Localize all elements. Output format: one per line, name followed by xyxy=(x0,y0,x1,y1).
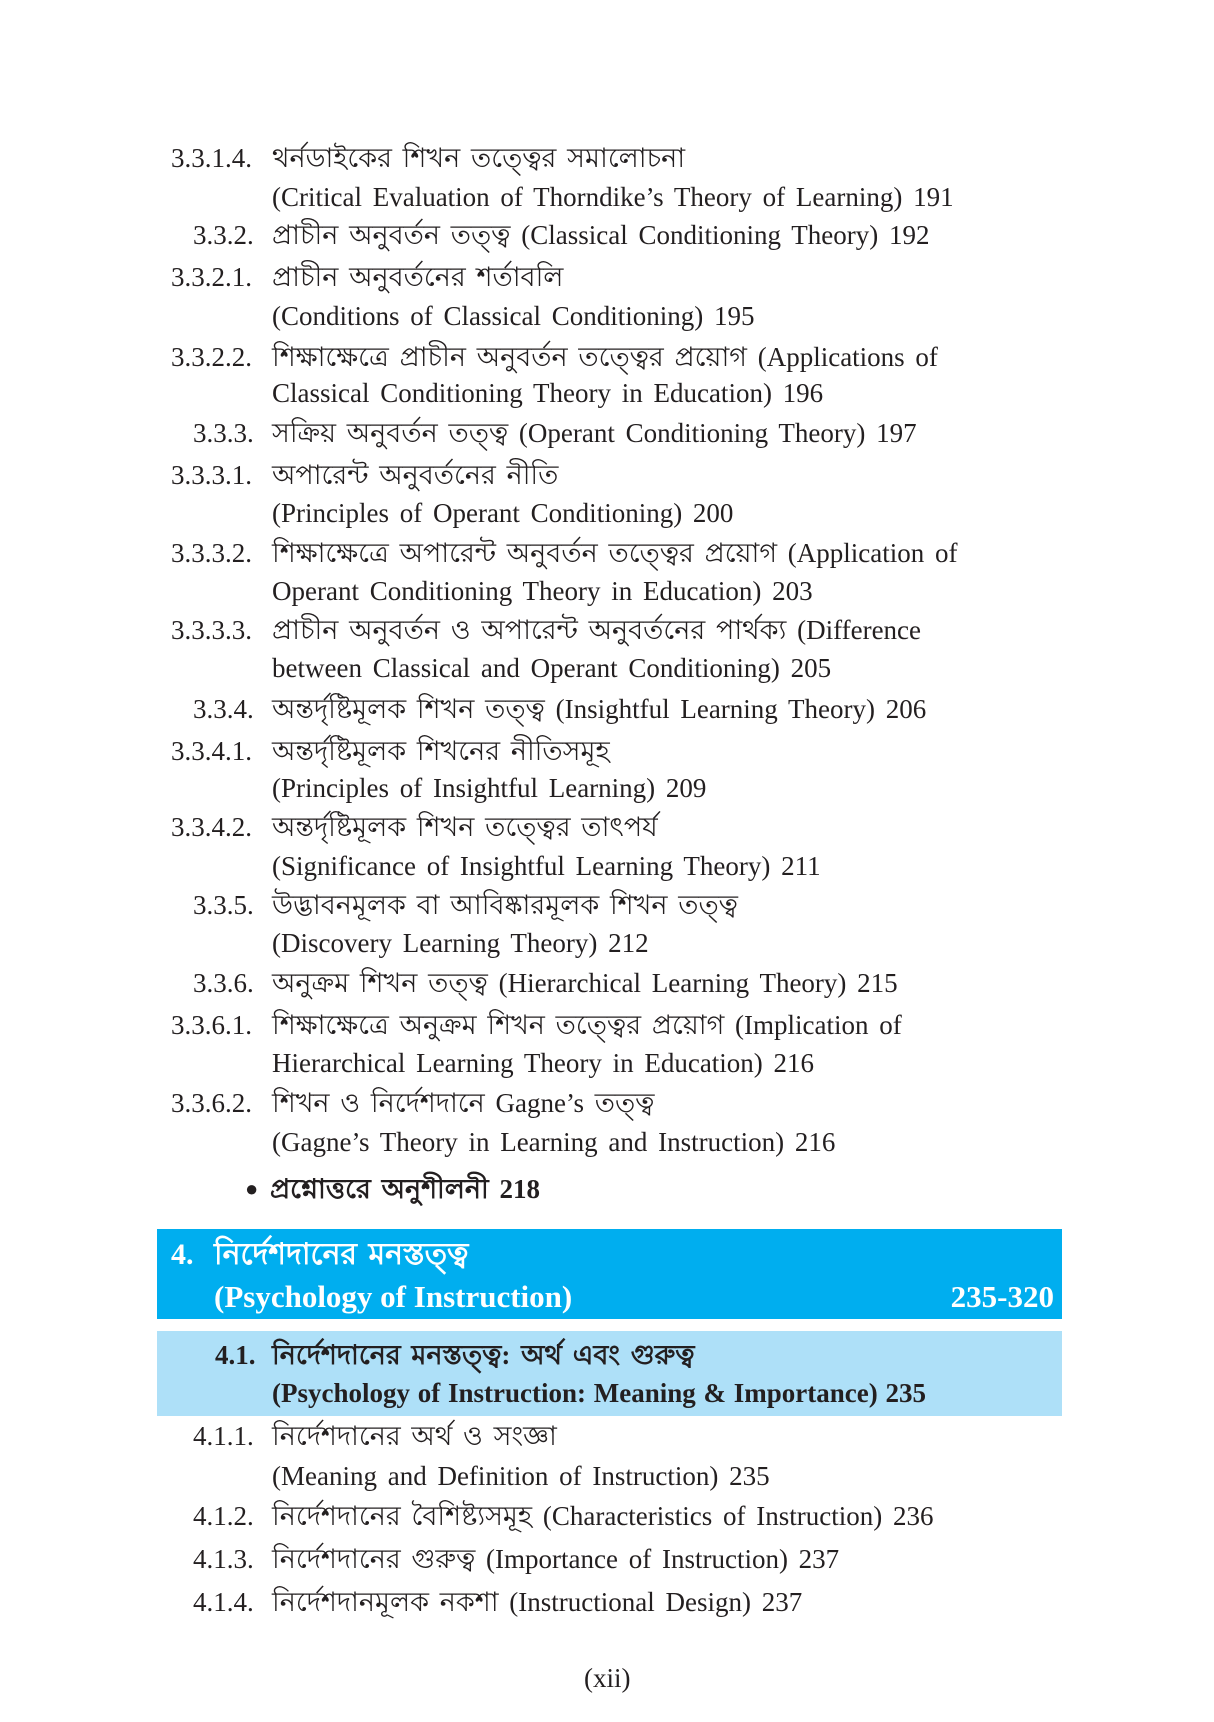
entry-number: 3.3.4.1. xyxy=(171,736,252,766)
entry-number: 3.3.6.2. xyxy=(171,1088,252,1118)
entry-number: 3.3.4.2. xyxy=(171,812,252,842)
chapter-title-bn: নির্দেশদানের মনস্তত্ত্ব xyxy=(214,1238,469,1271)
entry-line: অন্তর্দৃষ্টিমূলক শিখনের নীতিসমূহ xyxy=(272,736,610,766)
entry-number: 3.3.5. xyxy=(193,890,254,920)
entry-line: (Critical Evaluation of Thorndike’s Theory of Learning) 191 xyxy=(272,182,954,212)
chapter-number: 4. xyxy=(171,1238,194,1271)
bullet-icon: ● xyxy=(245,1176,259,1201)
entry-number: 3.3.6.1. xyxy=(171,1010,252,1040)
entry-line: শিক্ষাক্ষেত্রে অনুক্রম শিখন তত্ত্বের প্রয়োগ (Implication of xyxy=(272,1010,902,1040)
entry-line: থর্নডাইকের শিখন তত্ত্বের সমালোচনা xyxy=(272,143,686,173)
entry-line: শিখন ও নির্দেশদানে Gagne’s তত্ত্ব xyxy=(272,1088,655,1118)
section-number: 4.1. xyxy=(215,1340,256,1370)
page-number: (xii) xyxy=(584,1663,631,1693)
entry-line: নির্দেশদানমূলক নকশা (Instructional Design) 237 xyxy=(272,1587,803,1617)
section-title-bn: নির্দেশদানের মনস্তত্ত্ব: অর্থ এবং গুরুত্ব xyxy=(272,1340,695,1370)
entry-line: নির্দেশদানের অর্থ ও সংজ্ঞা xyxy=(272,1421,557,1451)
entry-number: 4.1.1. xyxy=(193,1421,254,1451)
entry-line: প্রাচীন অনুবর্তন ও অপারেন্ট অনুবর্তনের পার্থক্য (Difference xyxy=(272,615,922,645)
section-title-en: (Psychology of Instruction: Meaning & Importance) 235 xyxy=(272,1378,926,1408)
entry-line: নির্দেশদানের গুরুত্ব (Importance of Instruction) 237 xyxy=(272,1544,840,1574)
entry-number: 4.1.3. xyxy=(193,1544,254,1574)
entry-number: 3.3.3.1. xyxy=(171,460,252,490)
entry-line: Classical Conditioning Theory in Education) 196 xyxy=(272,378,824,408)
entry-number: 4.1.2. xyxy=(193,1501,254,1531)
entry-line: প্রাচীন অনুবর্তন তত্ত্ব (Classical Conditioning Theory) 192 xyxy=(272,220,930,250)
entry-line: অনুক্রম শিখন তত্ত্ব (Hierarchical Learning Theory) 215 xyxy=(272,968,898,998)
entry-number: 3.3.2. xyxy=(193,220,254,250)
entry-line: (Principles of Insightful Learning) 209 xyxy=(272,773,707,803)
entry-number: 3.3.1.4. xyxy=(171,143,252,173)
entry-line: নির্দেশদানের বৈশিষ্ট্যসমূহ (Characteristics of Instruction) 236 xyxy=(272,1501,934,1531)
entry-line: (Conditions of Classical Conditioning) 195 xyxy=(272,301,755,331)
entry-line: প্রাচীন অনুবর্তনের শর্তাবলি xyxy=(272,262,564,292)
entry-line: Operant Conditioning Theory in Education) 203 xyxy=(272,576,813,606)
entry-line: (Gagne’s Theory in Learning and Instruction) 216 xyxy=(272,1127,836,1157)
entry-line: সক্রিয় অনুবর্তন তত্ত্ব (Operant Conditioning Theory) 197 xyxy=(272,418,917,448)
entry-number: 3.3.3.3. xyxy=(171,615,252,645)
entry-number: 4.1.4. xyxy=(193,1587,254,1617)
entry-number: 3.3.4. xyxy=(193,694,254,724)
entry-number: 3.3.3. xyxy=(193,418,254,448)
entry-line: (Significance of Insightful Learning Theory) 211 xyxy=(272,851,821,881)
entry-line: অন্তর্দৃষ্টিমূলক শিখন তত্ত্ব (Insightful Learning Theory) 206 xyxy=(272,694,927,724)
entry-number: 3.3.3.2. xyxy=(171,538,252,568)
entry-line: শিক্ষাক্ষেত্রে প্রাচীন অনুবর্তন তত্ত্বের প্রয়োগ (Applications of xyxy=(272,342,938,372)
entry-line: অপারেন্ট অনুবর্তনের নীতি xyxy=(272,460,559,490)
chapter-title-en: (Psychology of Instruction) xyxy=(214,1279,573,1314)
entry-line: শিক্ষাক্ষেত্রে অপারেন্ট অনুবর্তন তত্ত্বের প্রয়োগ (Application of xyxy=(272,538,958,568)
entry-line: (Discovery Learning Theory) 212 xyxy=(272,928,649,958)
chapter-4-banner xyxy=(157,1229,1062,1319)
entry-number: 3.3.6. xyxy=(193,968,254,998)
exercise-entry: প্রশ্নোত্তরে অনুশীলনী 218 xyxy=(270,1174,540,1204)
entry-number: 3.3.2.2. xyxy=(171,342,252,372)
entry-line: Hierarchical Learning Theory in Education) 216 xyxy=(272,1048,815,1078)
entry-line: (Meaning and Definition of Instruction) 235 xyxy=(272,1461,770,1491)
entry-line: between Classical and Operant Conditioning) 205 xyxy=(272,653,832,683)
entry-number: 3.3.2.1. xyxy=(171,262,252,292)
entry-line: (Principles of Operant Conditioning) 200 xyxy=(272,498,734,528)
chapter-pages: 235-320 xyxy=(950,1279,1054,1314)
entry-line: অন্তর্দৃষ্টিমূলক শিখন তত্ত্বের তাৎপর্য xyxy=(272,812,658,842)
section-4-1-banner xyxy=(157,1331,1062,1416)
entry-line: উদ্ভাবনমূলক বা আবিষ্কারমূলক শিখন তত্ত্ব xyxy=(272,890,738,920)
